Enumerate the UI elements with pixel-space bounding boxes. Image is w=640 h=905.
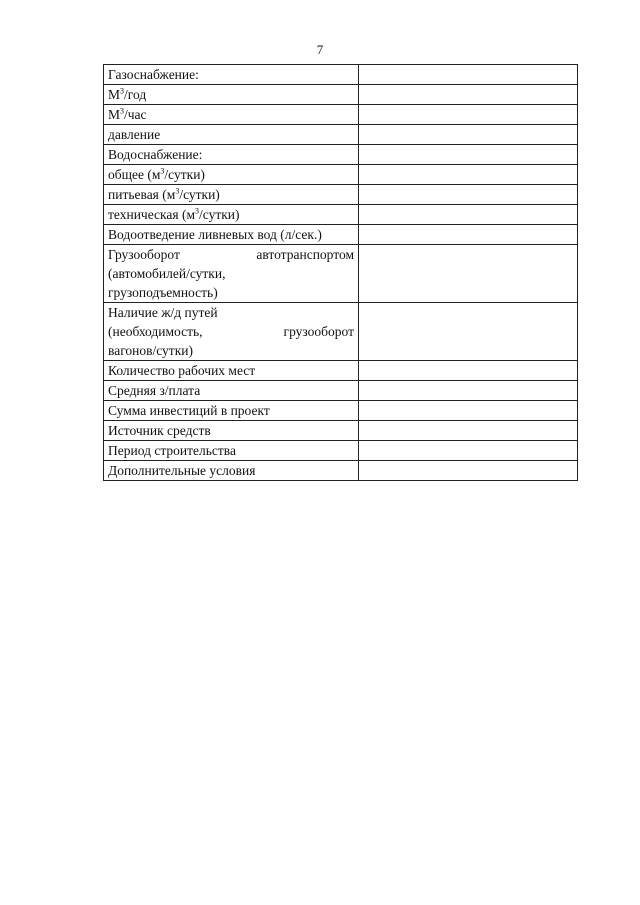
- table-row: [104, 225, 578, 245]
- row-label: Наличие ж/д путей (необходимость, грузооборот вагонов/сутки): [104, 303, 359, 361]
- table-row: [104, 185, 578, 205]
- table-row: [104, 165, 578, 185]
- row-label: $М^3$/год: [104, 85, 359, 105]
- row-label: Грузооборот автотранспортом (автомобилей/сутки, грузоподъемность): [104, 245, 359, 303]
- table-row: [104, 303, 578, 361]
- row-value: [359, 245, 578, 303]
- row-value: [359, 65, 578, 85]
- row-value: [359, 361, 578, 381]
- row-label: Водоотведение ливневых вод (л/сек.): [104, 225, 359, 245]
- table-row: [104, 401, 578, 421]
- row-label: давление: [104, 125, 359, 145]
- row-label: Количество рабочих мест: [104, 361, 359, 381]
- row-value: [359, 165, 578, 185]
- table-row: [104, 441, 578, 461]
- row-label: Сумма инвестиций в проект: [104, 401, 359, 421]
- table-row: [104, 85, 578, 105]
- row-value: [359, 85, 578, 105]
- table-row: [104, 381, 578, 401]
- row-value: [359, 145, 578, 165]
- row-value: [359, 441, 578, 461]
- data-table: [103, 64, 578, 481]
- table-row: [104, 361, 578, 381]
- table-row: [104, 245, 578, 303]
- row-value: [359, 303, 578, 361]
- row-label: общее $(м^3/сутки)$: [104, 165, 359, 185]
- table-row: [104, 461, 578, 481]
- table-row: [104, 205, 578, 225]
- row-label: Период строительства: [104, 441, 359, 461]
- row-label: $М^3$/час: [104, 105, 359, 125]
- row-value: [359, 205, 578, 225]
- table-row: [104, 421, 578, 441]
- table-row: [104, 125, 578, 145]
- row-label: Дополнительные условия: [104, 461, 359, 481]
- row-value: [359, 185, 578, 205]
- row-value: [359, 381, 578, 401]
- row-label: Средняя з/плата: [104, 381, 359, 401]
- row-value: [359, 401, 578, 421]
- row-label: Источник средств: [104, 421, 359, 441]
- row-label: питьевая $(м^3/сутки)$: [104, 185, 359, 205]
- row-label: Водоснабжение:: [104, 145, 359, 165]
- row-label: Газоснабжение:: [104, 65, 359, 85]
- row-value: [359, 461, 578, 481]
- row-value: [359, 225, 578, 245]
- row-value: [359, 105, 578, 125]
- table-row: [104, 145, 578, 165]
- row-label: техническая $(м^3/сутки)$: [104, 205, 359, 225]
- table-row: [104, 105, 578, 125]
- page-number: 7: [316, 42, 324, 57]
- row-value: [359, 125, 578, 145]
- row-value: [359, 421, 578, 441]
- table-row: [104, 65, 578, 85]
